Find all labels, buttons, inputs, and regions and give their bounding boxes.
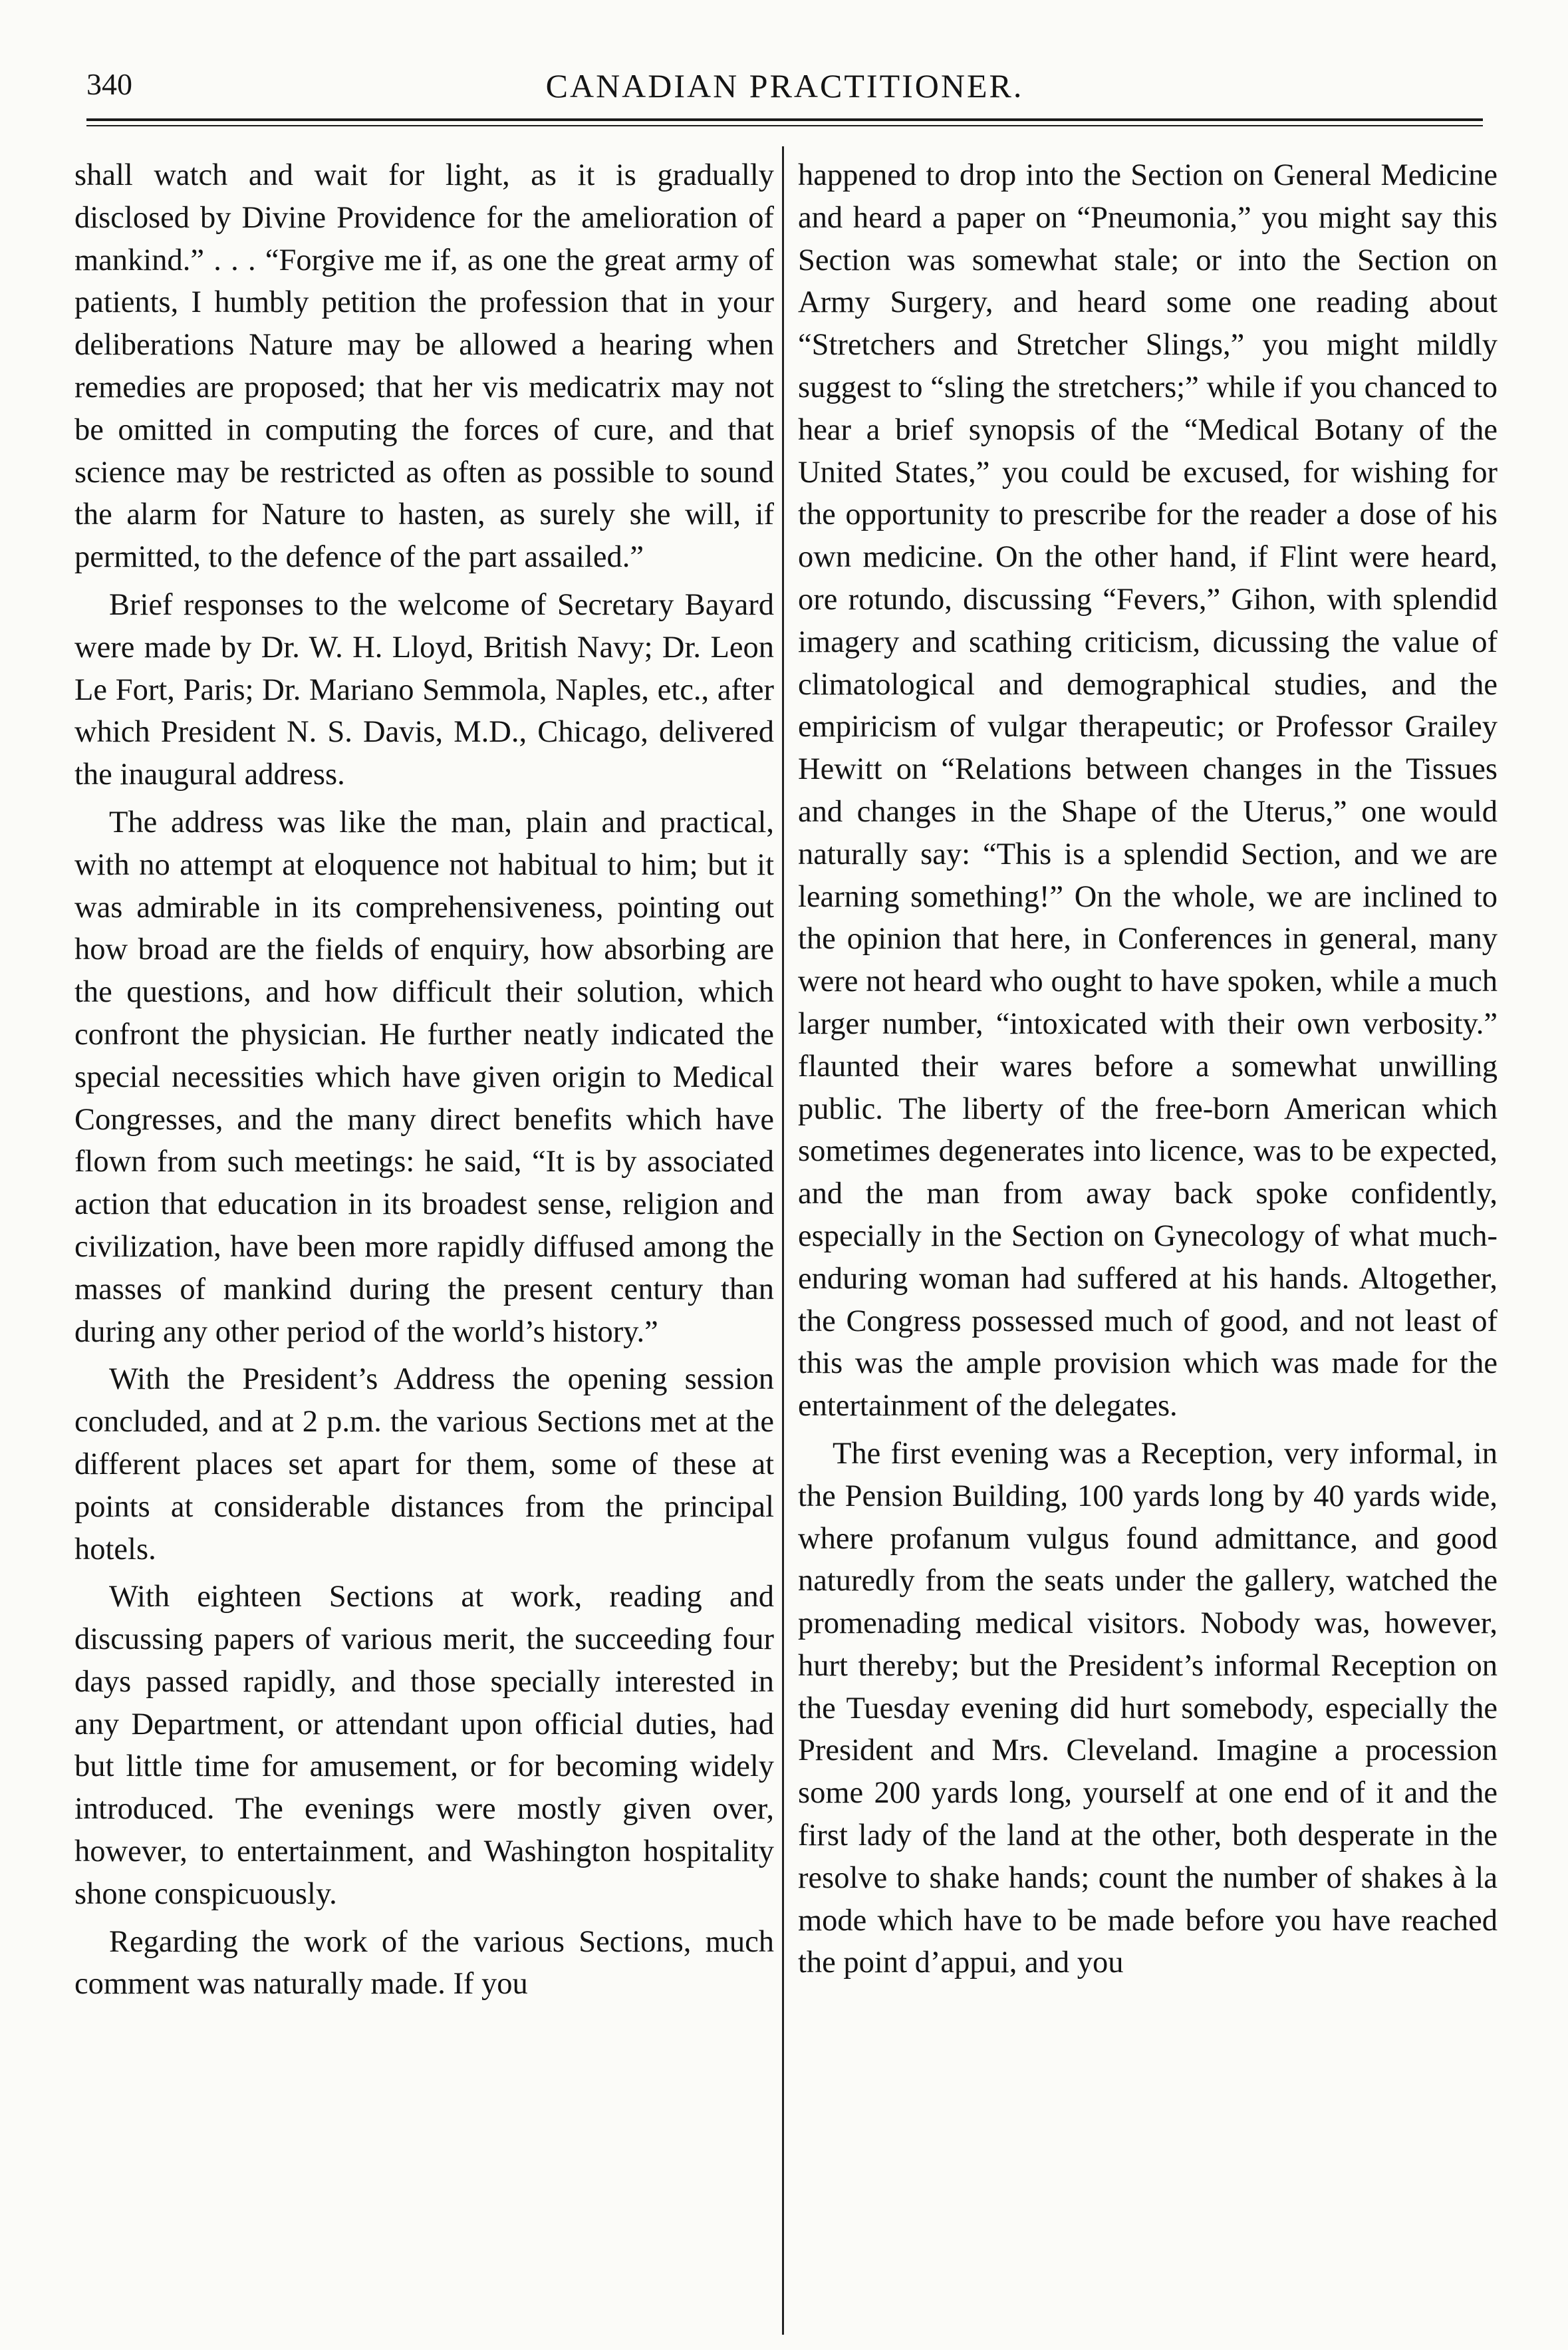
paragraph: Regarding the work of the various Sections, much comment was naturally made. If you <box>74 1924 774 2001</box>
paragraph: With the President’s Address the opening session concluded, and at 2 p.m. the various Sections met at the different places set apart for them, some of these at points at considerable distances from the principal hotels. <box>74 1362 774 1566</box>
paragraph: The first evening was a Reception, very informal, in the Pension Building, 100 yards long by 40 yards wide, where profanum vulgus found admittance, and good naturedly from the seats under the gallery, watched the promenading medical visitors. Nobody was, however, hurt thereby; but the President’s informal Reception on the Tuesday evening did hurt somebody, especially the President and Mrs. Cleveland. Imagine a procession some 200 yards long, yourself at one end of it and the first lady of the land at the other, both desperate in the resolve to shake hands; count the number of shakes à la mode which have to be made before you have reached the point d’appui, and you <box>798 1436 1498 1980</box>
paragraph: The address was like the man, plain and practical, with no attempt at eloquence not habitual to him; but it was admirable in its comprehensiveness, pointing out how broad are the fields of enquiry, how absorbing are the questions, and how difficult their solution, which confront the physician. He further neatly indicated the special necessities which have given origin to Medical Congresses, and the many direct benefits which have flown from such meetings: he said, “It is by associated action that education in its broadest sense, religion and civilization, have been more rapidly diffused among the masses of mankind during the present century than during any other period of the world’s history.” <box>74 805 774 1349</box>
paragraph: Brief responses to the welcome of Secretary Bayard were made by Dr. W. H. Lloyd, British Navy; Dr. Leon Le Fort, Paris; Dr. Mariano Semmola, Naples, etc., after which President N. S. Davis, M.D., Chicago, delivered the inaugural address. <box>74 587 774 792</box>
header-rule-thick <box>86 118 1483 121</box>
column-divider <box>782 146 784 2335</box>
page-header <box>86 67 1483 113</box>
left-column <box>74 154 774 2005</box>
paragraph: happened to drop into the Section on General Medicine and heard a paper on “Pneumonia,” you might say this Section was somewhat stale; or into the Section on Army Surgery, and heard some one reading about “Stretchers and Stretcher Slings,” you might mildly suggest to “sling the stretchers;” while if you chanced to hear a brief synopsis of the “Medical Botany of the United States,” you could be excused, for wishing for the opportunity to prescribe for the reader a dose of his own medicine. On the other hand, if Flint were heard, ore rotundo, discussing “Fevers,” Gihon, with splendid imagery and scathing criticism, dicussing the value of climatological and demographical studies, and the empiricism of vulgar therapeutic; or Professor Grailey Hewitt on “Relations between changes in the Tissues and changes in the Shape of the Uterus,” one would naturally say: “This is a splendid Section, and we are learning something!” On the whole, we are inclined to the opinion that here, in Conferences in general, many were not heard who ought to have spoken, while a much larger number, “intoxicated with their own verbosity.” flaunted their wares before a somewhat unwilling public. The liberty of the free-born American which sometimes degenerates into licence, was to be expected, and the man from away back spoke confidently, especially in the Section on Gynecology of what much-enduring woman had suffered at his hands. Altogether, the Congress possessed much of good, and not least of this was the ample provision which was made for the entertainment of the delegates. <box>798 158 1498 1423</box>
paragraph: shall watch and wait for light, as it is gradually disclosed by Divine Providence for the amelioration of mankind.” . . . “Forgive me if, as one the great army of patients, I humbly petition the profession that in your deliberations Nature may be allowed a hearing when remedies are proposed; that her vis medicatrix may not be omitted in computing the forces of cure, and that science may be restricted as often as possible to sound the alarm for Nature to hasten, as surely she will, if permitted, to the defence of the part assailed.” <box>74 158 774 575</box>
running-title: CANADIAN PRACTITIONER. <box>545 67 1024 104</box>
page-number: 340 <box>86 67 132 101</box>
right-column <box>798 154 1498 1984</box>
paragraph: With eighteen Sections at work, reading and discussing papers of various merit, the succeeding four days passed rapidly, and those specially interested in any Department, or attendant upon official duties, had but little time for amusement, or for becoming widely introduced. The evenings were mostly given over, however, to entertainment, and Washington hospitality shone conspicuously. <box>74 1580 774 1911</box>
header-rule-thin <box>86 125 1483 126</box>
